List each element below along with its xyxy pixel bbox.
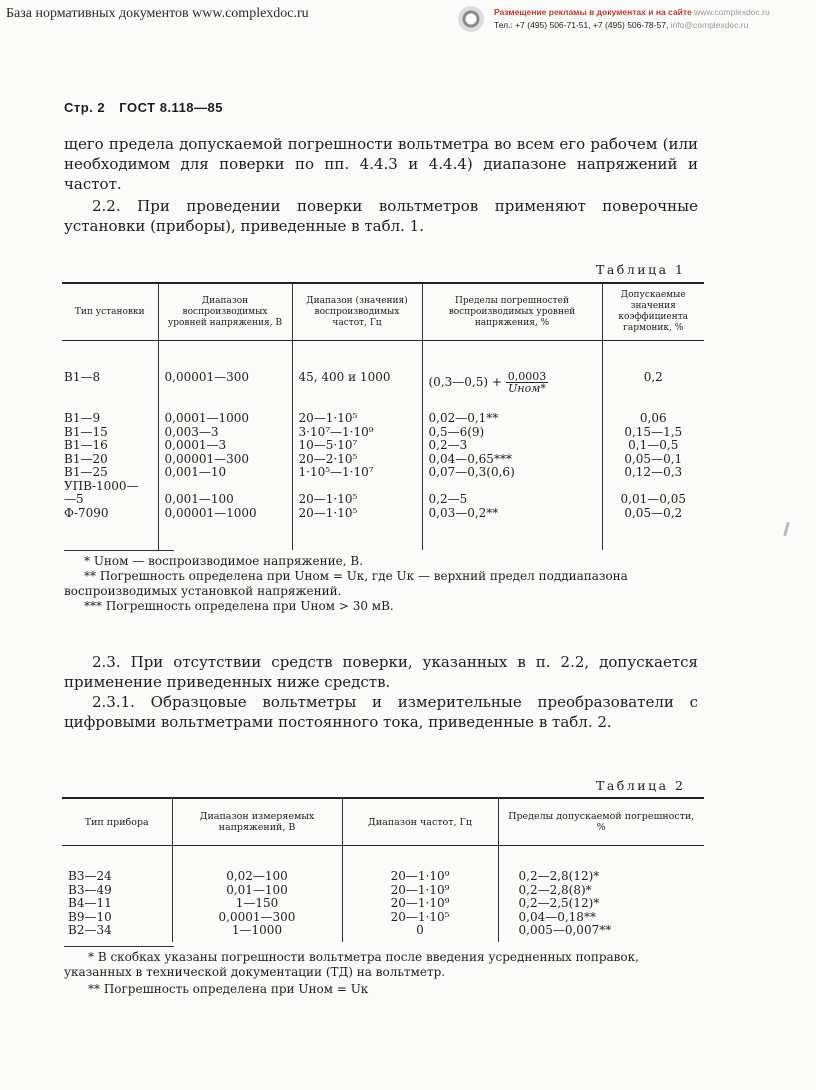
table1-header-cell: Тип установки	[62, 283, 158, 341]
table-cell: В1—15	[62, 426, 158, 440]
table1-header-cell: Допускаемые значения коэффициента гармоник, %	[602, 283, 704, 341]
table-1	[62, 282, 704, 550]
table-cell: В3—49	[62, 884, 172, 898]
paragraph-2-3-1: 2.3.1. Образцовые вольтметры и измерительные преобразователи с цифровыми вольтметрами постоянного тока, приведенные в табл. 2.	[64, 693, 698, 731]
table-cell: В2—34	[62, 924, 172, 942]
table1-caption: Таблица 1	[596, 262, 686, 277]
table-cell: 0,0001—1000	[158, 412, 292, 426]
site-banner: База нормативных документов www.complexdoc.ru	[6, 6, 309, 21]
table-cell: 1—150	[172, 897, 342, 911]
page-header	[64, 100, 233, 115]
table-row	[62, 341, 704, 413]
table-cell: 0,02—100	[172, 846, 342, 884]
table1-header-row	[62, 283, 704, 341]
table-cell: 0,2—5	[422, 493, 602, 507]
table-2	[62, 797, 704, 942]
ad-line-2: Тел.: +7 (495) 506-71-51, +7 (495) 506-78-57, info@complexdoc.ru	[494, 20, 749, 30]
table-cell	[602, 480, 704, 494]
complexdoc-logo-icon	[458, 6, 484, 32]
table-row	[62, 453, 704, 467]
table-cell: 0,5—6(9)	[422, 426, 602, 440]
table-cell: 0,06	[639, 411, 667, 425]
table-cell: В1—16	[62, 439, 158, 453]
table2-header-row	[62, 798, 704, 846]
table-cell: 0,05—0,2	[624, 505, 683, 520]
table2-header-cell: Тип прибора	[62, 798, 172, 846]
ad-email-link[interactable]: info@complexdoc.ru	[670, 20, 749, 30]
table-cell: 10—5·10⁷	[292, 439, 422, 453]
table2-header-cell: Диапазон измеряемых напряжений, В	[172, 798, 342, 846]
table-cell: 20—2·10⁵	[292, 453, 422, 467]
table-cell: 1—1000	[172, 924, 342, 942]
table-row	[62, 439, 704, 453]
table-cell: 0,2—2,8(8)*	[518, 882, 592, 897]
table-cell: 0,00001—300	[158, 341, 292, 413]
table-row	[62, 911, 704, 925]
table-row	[62, 924, 704, 942]
paragraph-continuation: щего предела допускаемой погрешности вольтметра во всем его рабочем (или необходимом для поверки по пп. 4.4.3 и 4.4.4) диапазоне напряжений и частот.	[64, 135, 698, 193]
fraction-numerator: 0,0003	[507, 370, 547, 383]
table-cell: Ф-7090	[62, 507, 158, 551]
table-row	[62, 466, 704, 480]
table-row	[62, 480, 704, 494]
table-cell: 0,005—0,007**	[518, 923, 612, 937]
table-cell: 0,001—10	[158, 466, 292, 480]
table-cell: 20—1·10⁵	[292, 507, 422, 551]
table-cell: 0,00001—1000	[158, 507, 292, 551]
table-cell: 0,03—0,2**	[422, 507, 602, 551]
table-cell-formula	[422, 341, 602, 413]
fraction-denominator: Uном*	[508, 382, 546, 395]
table-row	[62, 412, 704, 426]
table2-footnote-1: * В скобках указаны погрешности вольтметра после введения усредненных поправок, указанных в технической документации (ТД) на вольтметр.	[64, 950, 639, 979]
table-cell: 0,00001—300	[158, 453, 292, 467]
table-cell: В3—24	[62, 846, 172, 884]
table-cell: 0,15—1,5	[624, 424, 683, 439]
table-cell: —5	[62, 493, 158, 507]
table-cell: 0,07—0,3(0,6)	[422, 466, 602, 480]
fraction	[506, 371, 549, 394]
table-row	[62, 884, 704, 898]
table-cell: 0,2—3	[422, 439, 602, 453]
table-cell: 0,2—2,8(12)*	[518, 869, 600, 883]
table1-footnote-1: * Uном — воспроизводимое напряжение, В.	[84, 554, 364, 568]
table-cell: 0,0001—3	[158, 439, 292, 453]
table-row	[62, 897, 704, 911]
table-cell: 0,12—0,3	[624, 465, 683, 479]
table-cell: 0,04—0,65***	[422, 453, 602, 467]
table-row	[62, 507, 704, 551]
table-cell: 0,01—100	[172, 884, 342, 898]
table-cell	[158, 480, 292, 494]
footnote-divider	[64, 550, 174, 551]
table-cell: 45, 400 и 1000	[292, 341, 422, 413]
page-number: Стр. 2	[64, 100, 106, 115]
table2-caption: Таблица 2	[596, 778, 686, 793]
table1-header-cell: Диапазон воспроизводимых уровней напряжения, В	[158, 283, 292, 341]
table-cell: 0,2—2,5(12)*	[518, 896, 600, 910]
table2-header-cell: Пределы допускаемой погрешности, %	[498, 798, 704, 846]
table2-header-cell: Диапазон частот, Гц	[342, 798, 498, 846]
table-cell: В4—11	[62, 897, 172, 911]
table-cell: 20—1·10⁵	[292, 412, 422, 426]
table-cell: 0,04—0,18**	[518, 909, 596, 924]
table-cell: УПВ-1000—	[62, 480, 158, 494]
table-cell: 1·10⁵—1·10⁷	[292, 466, 422, 480]
table-cell: 20—1·10⁹	[342, 884, 498, 898]
table-cell: 20—1·10⁵	[342, 911, 498, 925]
table-cell: 0,05—0,1	[624, 451, 683, 466]
ad-line-1: Размещение рекламы в документах и на сайте www.complexdoc.ru	[494, 7, 770, 17]
table-cell: 0,1—0,5	[628, 438, 679, 452]
table-cell: 0,0001—300	[172, 911, 342, 925]
table2-footnote-2: ** Погрешность определена при Uном = Uк	[88, 982, 369, 996]
ad-site-link[interactable]: www.complexdoc.ru	[694, 7, 770, 17]
table-cell: В1—8	[62, 341, 158, 413]
footnote-divider-2	[64, 946, 174, 947]
table1-header-cell: Диапазон (значения) воспроизводимых частот, Гц	[292, 283, 422, 341]
table-cell: 0,2	[643, 370, 663, 384]
table1-footnote-2: ** Погрешность определена при Uном = Uк, где Uк — верхний предел поддиапазона воспроизводимых установкой напряжений.	[64, 569, 628, 598]
table-cell	[422, 480, 602, 494]
ad-banner[interactable]	[458, 4, 808, 34]
scan-speck	[783, 522, 790, 536]
table-row	[62, 426, 704, 440]
table-row	[62, 493, 704, 507]
table-cell: 20—1·10⁵	[292, 493, 422, 507]
table1-header-cell: Пределы погрешностей воспроизводимых уровней напряжения, %	[422, 283, 602, 341]
table-cell: В1—20	[62, 453, 158, 467]
document-code: ГОСТ 8.118—85	[119, 100, 223, 115]
table-cell: 3·10⁷—1·10⁹	[292, 426, 422, 440]
table-cell: В9—10	[62, 911, 172, 925]
table-cell: 0,003—3	[158, 426, 292, 440]
formula-prefix: (0,3—0,5) +	[428, 375, 502, 389]
table-row	[62, 846, 704, 884]
table-cell: 20—1·10⁹	[342, 846, 498, 884]
table-cell: В1—25	[62, 466, 158, 480]
table-cell: 0,001—100	[158, 493, 292, 507]
table-cell: 20—1·10⁹	[342, 897, 498, 911]
table-cell: 0,02—0,1**	[422, 412, 602, 426]
table1-footnote-3: *** Погрешность определена при Uном > 30 мВ.	[84, 599, 394, 613]
table-cell: 0	[342, 924, 498, 942]
paragraph-2-2: 2.2. При проведении поверки вольтметров применяют поверочные установки (приборы), приведенные в табл. 1.	[64, 197, 698, 235]
paragraph-2-3: 2.3. При отсутствии средств поверки, указанных в п. 2.2, допускается применение приведенных ниже средств.	[64, 653, 698, 691]
table-cell: В1—9	[62, 412, 158, 426]
table-cell	[292, 480, 422, 494]
table-cell: 0,01—0,05	[620, 492, 686, 506]
